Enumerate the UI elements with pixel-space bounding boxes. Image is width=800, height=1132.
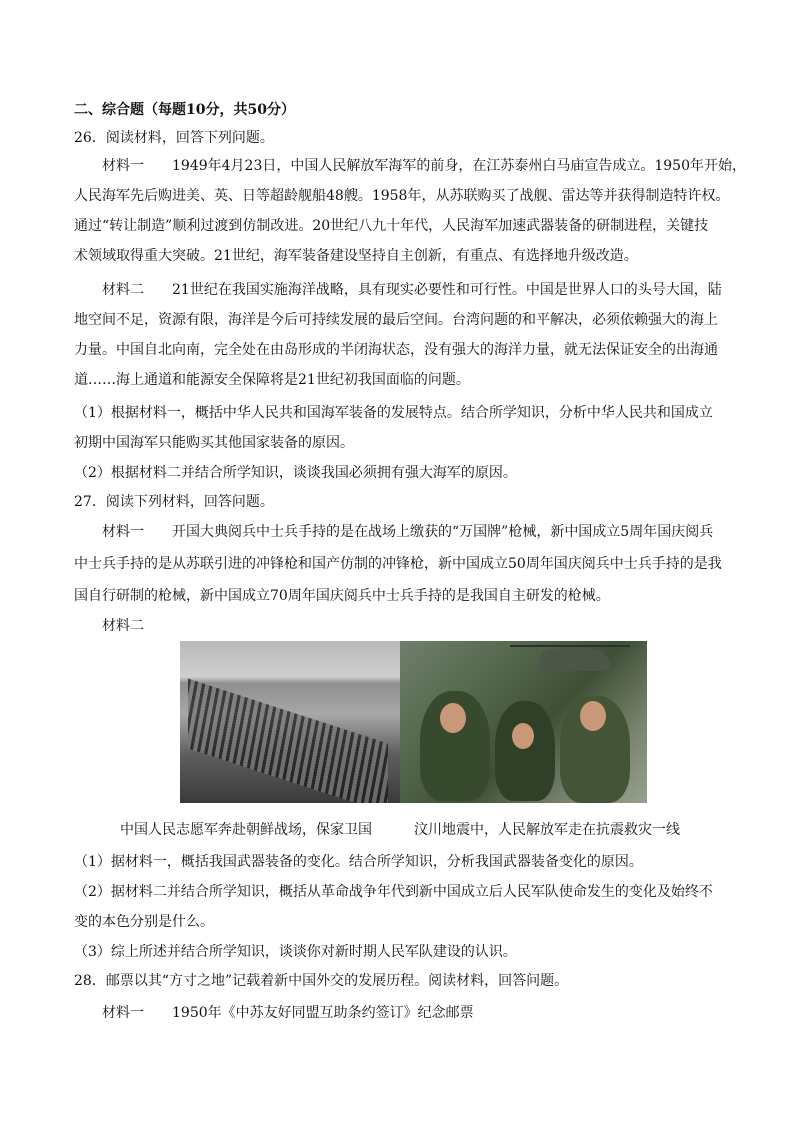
photo-caption-left: 中国人民志愿军奔赴朝鲜战场，保家卫国 [120, 822, 372, 838]
q26-material1-line: 人民海军先后购进美、英、日等超龄舰船48艘。1958年，从苏联购买了战舰、雷达等并获得制造特许权。 [74, 188, 730, 204]
q27-question-3: （3）综上所述并结合所学知识，谈谈你对新时期人民军队建设的认识。 [74, 944, 517, 960]
q27-question-2: （2）据材料二并结合所学知识，概括从革命战争年代到新中国成立后人民军队使命发生的变化及始终不 [74, 884, 713, 900]
q27-material2-label: 材料二 [102, 618, 144, 634]
q26-material1-line: 术领域取得重大突破。21世纪，海军装备建设坚持自主创新，有重点、有选择地升级改造。 [74, 248, 638, 264]
q27-material1-line: 国自行研制的枪械，新中国成立70周年国庆阅兵中士兵手持的是我国自主研发的枪械。 [74, 588, 610, 604]
q26-material2-line: 材料二 21世纪在我国实施海洋战略，具有现实必要性和可行性。中国是世界人口的头号大国，陆 [102, 282, 722, 298]
q27-material1-line: 材料一 开国大典阅兵中士兵手持的是在战场上缴获的“万国牌”枪械，新中国成立5周年国庆阅兵 [102, 524, 714, 540]
q26-material1-line: 通过“转让制造”顺利过渡到仿制改进。20世纪八九十年代，人民海军加速武器装备的研制进程，关键技 [74, 218, 709, 234]
earthquake-rescue-photo [400, 641, 647, 803]
q26-material2-line: 地空间不足，资源有限，海洋是今后可持续发展的最后空间。台湾问题的和平解决，必须依赖强大的海上 [74, 312, 718, 328]
q26-material1-line: 材料一 1949年4月23日，中国人民解放军海军的前身，在江苏泰州白马庙宣告成立。1950年开始， [102, 158, 746, 174]
q27-title: 27．阅读下列材料，回答问题。 [74, 494, 274, 510]
q26-question-1: （1）根据材料一，概括中华人民共和国海军装备的发展特点。结合所学知识，分析中华人民共和国成立 [74, 405, 713, 421]
volunteer-army-photo [180, 641, 400, 803]
photo-caption-right: 汶川地震中，人民解放军走在抗震救灾一线 [414, 822, 680, 838]
q27-material1-line: 中士兵手持的是从苏联引进的冲锋枪和国产仿制的冲锋枪，新中国成立50周年国庆阅兵中士兵手持的是我 [74, 556, 722, 572]
q26-material2-line: 道……海上通道和能源安全保障将是21世纪初我国面临的问题。 [74, 372, 470, 388]
q27-question-2-cont: 变的本色分别是什么。 [74, 914, 214, 930]
q27-question-1: （1）据材料一，概括我国武器装备的变化。结合所学知识，分析我国武器装备变化的原因。 [74, 854, 643, 870]
q26-question-2: （2）根据材料二并结合所学知识，谈谈我国必须拥有强大海军的原因。 [74, 465, 517, 481]
section-header: 二、综合题（每题10分，共50分） [74, 102, 295, 118]
q26-material2-line: 力量。中国自北向南，完全处在由岛形成的半闭海状态，没有强大的海洋力量，就无法保证安全的出海通 [74, 342, 718, 358]
q26-title: 26．阅读材料，回答下列问题。 [74, 130, 274, 146]
q26-question-1-cont: 初期中国海军只能购买其他国家装备的原因。 [74, 435, 354, 451]
q28-title: 28．邮票以其“方寸之地”记载着新中国外交的发展历程。阅读材料，回答问题。 [74, 973, 569, 989]
q28-material1: 材料一 1950年《中苏友好同盟互助条约签订》纪念邮票 [102, 1005, 474, 1021]
material2-photos [180, 641, 647, 803]
